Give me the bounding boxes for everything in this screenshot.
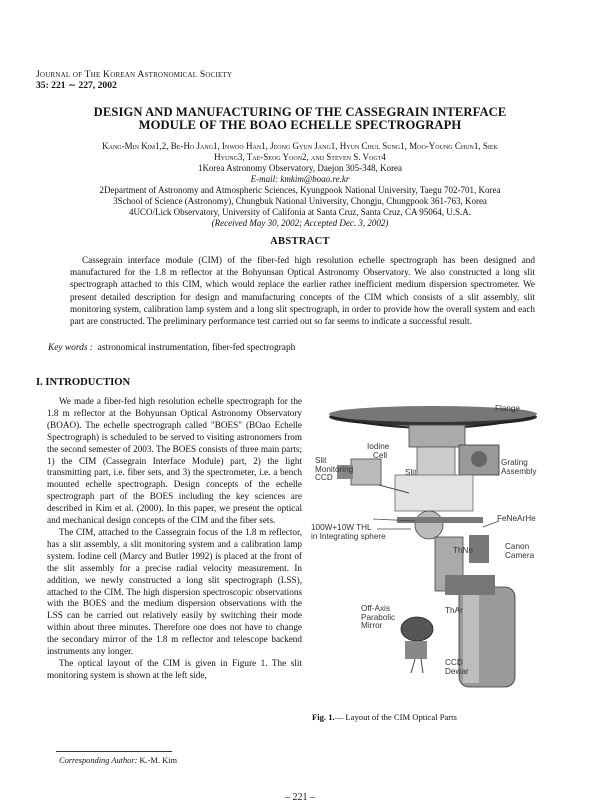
corresponding-name: K.-M. Kim <box>139 756 177 765</box>
keywords <box>48 343 295 353</box>
label-thar: ThAr <box>445 606 463 615</box>
label-slit: Slit <box>405 468 417 477</box>
intro-paragraph: We made a fiber-fed high resolution echelle spectrograph for the 1.8 m reflector at the Bohyunsan Optical Astronomy Observatory (BOAO). The echelle spectrograph called "BOES" (BOao Echelle Spectrograph) is scheduled to be served to visiting astronomers from the second semester of 2003. The BOES consists of three main parts; 1) the CIM (Cassegrain Interface Module) part, 2) the light transmitting part, i.e. fiber sets, and 3) the spectrometer, i.e. a bench mounted echelle spectrograph. Design concepts of the echelle spectrograph part of the BOES including the key sciences are described in Kim et al. (2000). In this paper, we present the optical and mechanical design concepts of the CIM and the fiber sets. <box>47 396 302 526</box>
title-line-1: DESIGN AND MANUFACTURING OF THE CASSEGRAIN INTERFACE <box>93 105 507 119</box>
journal-name: Journal of The Korean Astronomical Society <box>36 69 233 80</box>
label-flange: Flange <box>495 404 521 413</box>
intro-column <box>47 396 302 682</box>
affiliation-2: 2Department of Astronomy and Atmospheric Sciences, Kyungpook National University, Taegu 702-701, Korea <box>99 185 501 195</box>
received-date: (Received May 30, 2002; Accepted Dec. 3, 2002) <box>211 218 389 228</box>
label-offaxis: Off-Axis Parabolic Mirror <box>361 604 396 631</box>
figure-1 <box>309 397 549 705</box>
authors-line-2: Hyung3, Tae-Seog Yoon2, and Steven S. Vogt4 <box>214 152 386 162</box>
figure-caption <box>312 712 457 722</box>
label-thne: ThNe <box>453 546 474 555</box>
corresponding-author <box>59 756 177 765</box>
authors-line-1: Kang-Min Kim1,2, Be-Ho Jang1, Inwoo Han1, Jeong Gyun Jang1, Hyun Chul Sung1, Moo-Young Chun1, Siek <box>102 141 498 151</box>
keywords-label: Key words : <box>48 343 93 353</box>
keywords-text: astronomical instrumentation, fiber-fed spectrograph <box>97 343 296 353</box>
label-ccd: CCD Dewar <box>445 658 469 676</box>
page-number: – 221 – <box>285 792 315 803</box>
label-lamps: 100W+10W THL in Integrating sphere <box>311 523 386 541</box>
intro-paragraph: The CIM, attached to the Cassegrain focus of the 1.8 m reflector, has a slit assembly, a slit monitoring system and a calibration lamp system. Iodine cell (Marcy and Butler 1992) is placed at the front of the slit assembly for a precise radial velocity measurement. In addition, we newly constructed a long slit spectrograph (LSS), attached to the CIM. The high dispersion spectroscopic observations with the BOES and the medium dispersion observations with the LSS can be carried out relatively easily by switching their mode within about three minutes. Therefore one does not have to change the secondary mirror of the 1.8 m reflector and telescope backend instruments any longer. <box>47 526 302 657</box>
affiliation-1: 1Korea Astronomy Observatory, Daejon 305-348, Korea <box>197 163 403 173</box>
affiliation-3: 3School of Science (Astronomy), Chungbuk National University, Chongju, Chungpook 361-763, Korea <box>113 196 487 206</box>
label-iodine: Iodine <box>367 442 390 451</box>
label-cell: Cell <box>373 451 388 460</box>
label-slit-monitoring: Slit Monitoring CCD <box>315 456 354 483</box>
corresponding-label: Corresponding Author: <box>59 756 138 765</box>
abstract-heading: ABSTRACT <box>270 236 330 247</box>
label-grating: Grating Assembly <box>501 458 537 476</box>
label-feneararhe: FeNeArHe <box>497 514 536 523</box>
footnote-divider <box>56 751 172 752</box>
title-line-2: MODULE OF THE BOAO ECHELLE SPECTROGRAPH <box>138 118 462 132</box>
affiliation-4: 4UCO/Lick Observatory, University of Califonia at Santa Cruz, Santa Cruz, CA 95064, U.S.A. <box>128 207 472 217</box>
caption-text: — Layout of the CIM Optical Parts <box>334 712 457 722</box>
paper-title <box>40 106 560 132</box>
label-canon: Canon Camera <box>505 542 535 560</box>
abstract-text: Cassegrain interface module (CIM) of the fiber-fed high resolution echelle spectrograph has been designed and manufactured for the 1.8 m reflector at the Bohyunsan Optical Astronomy Observatory. We also constructed a long slit spectrograph attached to this CIM, which would replace the earlier rather inefficient medium dispersion spectrometer. We present detailed description for design and manufacturing concepts of the CIM which consists of a slit assembly, slit monitoring system, calibration lamp system and a long slit spectrograph, in order to provide how the overall system and each part are constructed. The preliminary performance test carried out so far seems to indicate a successful result. <box>70 255 535 327</box>
journal-pages: 35: 221 ∼ 227, 2002 <box>36 80 117 91</box>
author-list <box>40 141 560 163</box>
email: E-mail: kmkim@boao.re.kr <box>250 174 350 184</box>
caption-label: Fig. 1. <box>312 712 335 722</box>
section-heading: I. INTRODUCTION <box>36 377 131 388</box>
intro-paragraph: The optical layout of the CIM is given in Figure 1. The slit monitoring system is shown at the left side, <box>47 657 302 680</box>
